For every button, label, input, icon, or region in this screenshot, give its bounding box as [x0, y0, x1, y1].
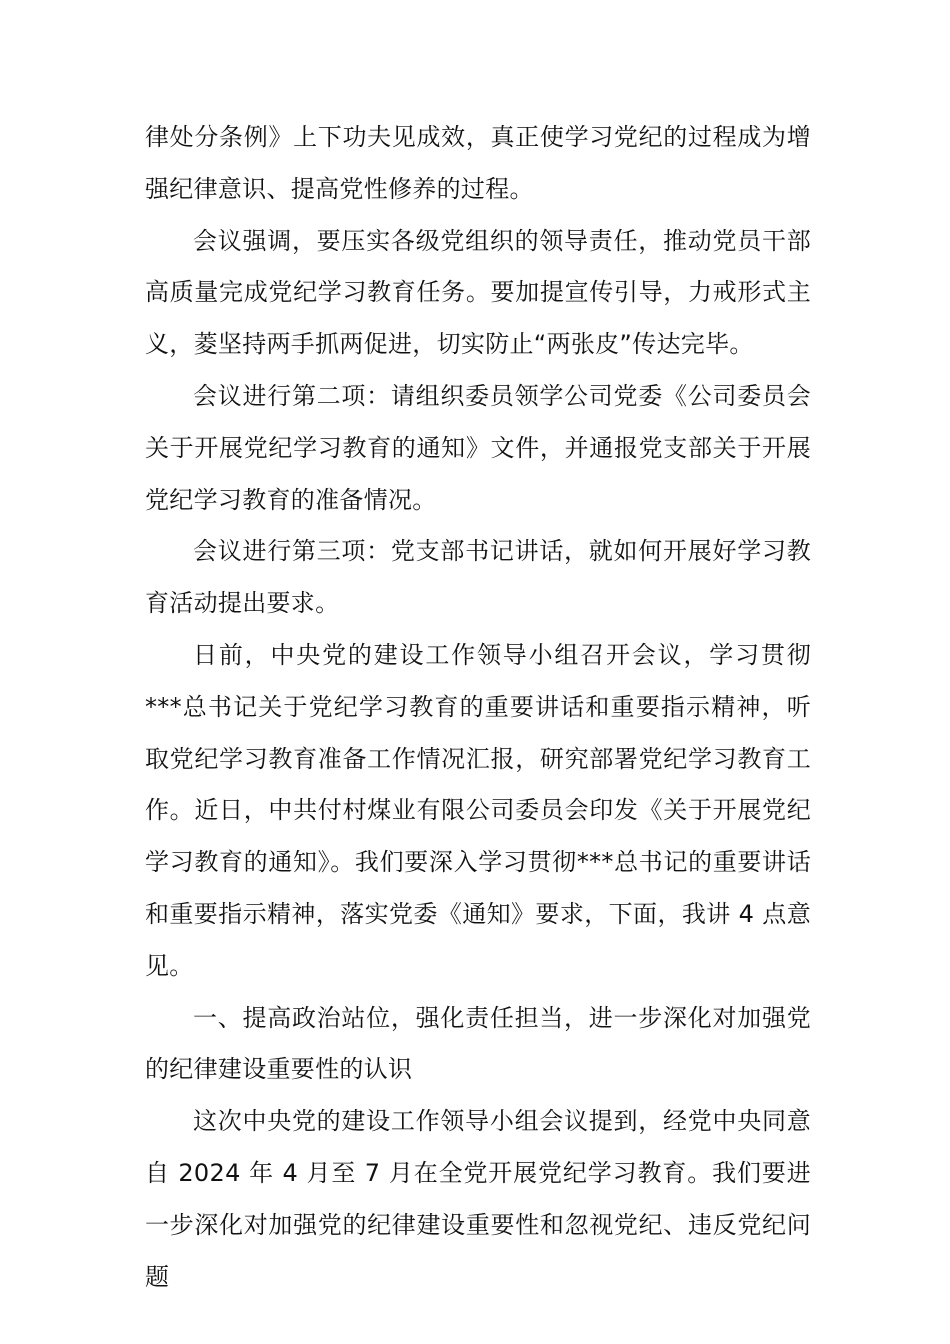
paragraph-agenda-item-two: 会议进行第二项：请组织委员领学公司党委《公司委员会关于开展党纪学习教育的通知》文件，并通报党支部关于开展党纪学习教育的准备情况。: [145, 381, 811, 514]
document-body: [145, 112, 811, 1303]
paragraph-continuation: 律处分条例》上下功夫见成效，真正使学习党纪的过程成为增强纪律意识、提高党性修养的过程。: [145, 123, 811, 203]
section-heading-one: 一、提高政治站位，强化责任担当，进一步深化对加强党的纪律建设重要性的认识: [145, 1003, 811, 1084]
paragraph-meeting-emphasis: 会议强调，要压实各级党组织的领导责任，推动党员干部高质量完成党纪学习教育任务。要加提宣传引导，力戒形式主义，菱坚持两手抓两促进，切实防止“两张皮”传达完毕。: [145, 226, 811, 359]
paragraph-background: 日前，中央党的建设工作领导小组召开会议，学习贯彻***总书记关于党纪学习教育的重要讲话和重要指示精神，听取党纪学习教育准备工作情况汇报，研究部署党纪学习教育工作。近日，中共付村煤业有限公司委员会印发《关于开展党纪学习教育的通知》。我们要深入学习贯彻***总书记的重要讲话和重要指示精神，落实党委《通知》要求，下面，我讲 4 点意见。: [145, 640, 811, 980]
paragraph-agenda-item-three: 会议进行第三项：党支部书记讲话，就如何开展好学习教育活动提出要求。: [145, 537, 811, 618]
paragraph-section-one-body: 这次中央党的建设工作领导小组会议提到，经党中央同意自 2024 年 4 月至 7 月在全党开展党纪学习教育。我们要进一步深化对加强党的纪律建设重要性和忽视党纪、违反党纪问题: [145, 1107, 811, 1291]
